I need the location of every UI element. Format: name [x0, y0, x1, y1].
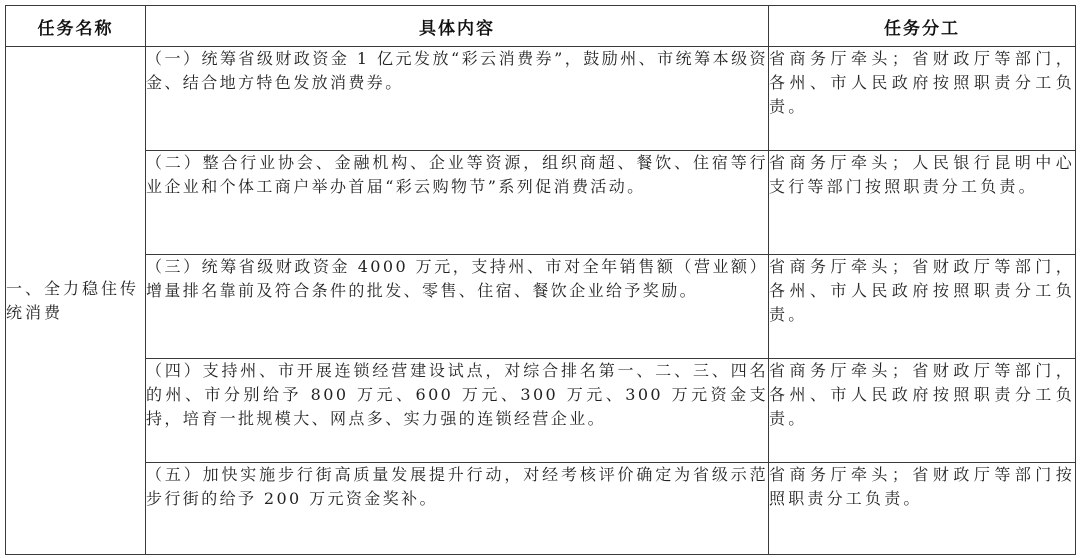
table-row	[6, 255, 1076, 359]
table-row	[6, 151, 1076, 255]
division-cell: 省商务厅牵头；省财政厅等部门，各州、市人民政府按照职责分工负责。	[769, 359, 1076, 463]
policy-table-page	[5, 5, 1075, 554]
table-row	[6, 359, 1076, 463]
division-cell: 省商务厅牵头；省财政厅等部门按照职责分工负责。	[769, 463, 1076, 555]
table-row	[6, 463, 1076, 555]
content-cell: （四）支持州、市开展连锁经营建设试点，对综合排名第一、二、三、四名的州、市分别给予 800 万元、600 万元、300 万元、300 万元资金支持，培育一批规模大、网点多、实力强的连锁经营企业。	[146, 359, 769, 463]
header-task-name: 任务名称	[6, 6, 146, 47]
table-row	[6, 47, 1076, 151]
content-cell: （三）统筹省级财政资金 4000 万元，支持州、市对全年销售额（营业额）增量排名靠前及符合条件的批发、零售、住宿、餐饮企业给予奖励。	[146, 255, 769, 359]
header-row	[6, 6, 1076, 47]
division-cell: 省商务厅牵头；省财政厅等部门，各州、市人民政府按照职责分工负责。	[769, 47, 1076, 151]
content-cell: （二）整合行业协会、金融机构、企业等资源，组织商超、餐饮、住宿等行业企业和个体工商户举办首届“彩云购物节”系列促消费活动。	[146, 151, 769, 255]
task-table	[5, 5, 1076, 555]
content-cell: （五）加快实施步行街高质量发展提升行动，对经考核评价确定为省级示范步行街的给予 200 万元资金奖补。	[146, 463, 769, 555]
task-name-cell: 一、全力稳住传统消费	[6, 47, 146, 555]
content-cell: （一）统筹省级财政资金 1 亿元发放“彩云消费券”，鼓励州、市统筹本级资金、结合地方特色发放消费券。	[146, 47, 769, 151]
header-division: 任务分工	[769, 6, 1076, 47]
division-cell: 省商务厅牵头；省财政厅等部门，各州、市人民政府按照职责分工负责。	[769, 255, 1076, 359]
division-cell: 省商务厅牵头；人民银行昆明中心支行等部门按照职责分工负责。	[769, 151, 1076, 255]
header-content: 具体内容	[146, 6, 769, 47]
